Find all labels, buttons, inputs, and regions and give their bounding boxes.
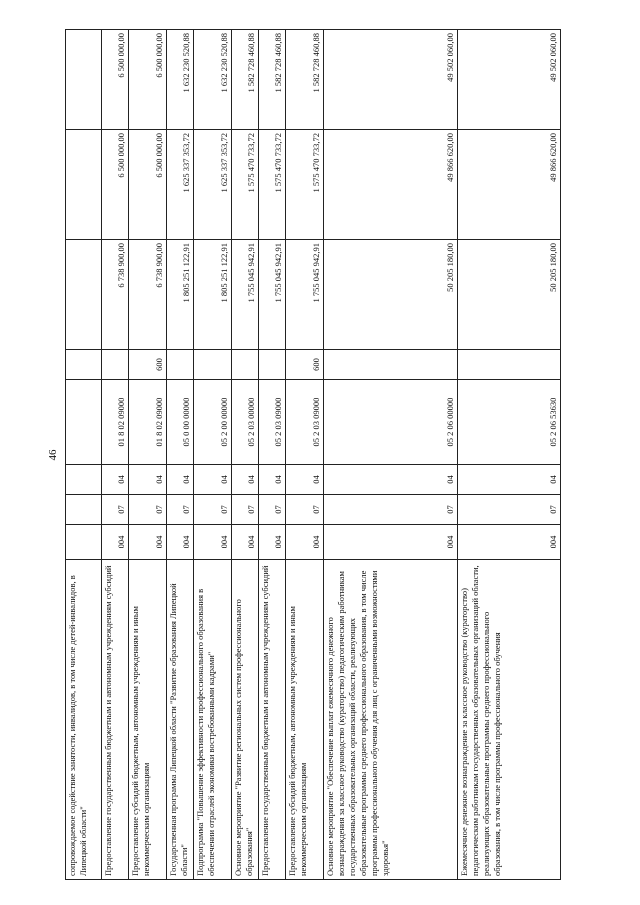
cell-year1: 6 738 900,00 [102, 240, 129, 350]
cell-rz: 07 [458, 495, 561, 525]
cell-csr: 05 2 03 00000 [232, 380, 259, 465]
cell-gr: 004 [286, 525, 324, 560]
cell-year2 [66, 130, 102, 240]
cell-rz: 07 [167, 495, 194, 525]
cell-year1: 1 755 045 942,91 [286, 240, 324, 350]
cell-year3 [66, 30, 102, 130]
cell-csr: 01 8 02 09000 [102, 380, 129, 465]
cell-year2: 49 866 620,00 [324, 130, 458, 240]
cell-year1: 6 738 900,00 [129, 240, 167, 350]
cell-vr [324, 350, 458, 380]
cell-year2: 1 625 337 353,72 [194, 130, 232, 240]
cell-name: Государственная программа Липецкой области "Развитие образования Липецкой области" [167, 560, 194, 880]
cell-gr: 004 [194, 525, 232, 560]
cell-gr: 004 [324, 525, 458, 560]
cell-vr [66, 350, 102, 380]
cell-year3: 6 500 000,00 [129, 30, 167, 130]
table-row [286, 30, 324, 880]
cell-year3: 49 502 060,00 [458, 30, 561, 130]
cell-csr: 05 2 03 09000 [259, 380, 286, 465]
cell-name: Подпрограмма "Повышение эффективности профессионального образования в обеспечении отраслей экономики востребованными кадрами" [194, 560, 232, 880]
table-row [167, 30, 194, 880]
cell-csr: 05 2 03 09000 [286, 380, 324, 465]
table-row [102, 30, 129, 880]
cell-year1: 1 755 045 942,91 [232, 240, 259, 350]
cell-pr: 04 [194, 465, 232, 495]
page-number: 46 [47, 449, 59, 461]
cell-year1: 1 755 045 942,91 [259, 240, 286, 350]
cell-csr [66, 380, 102, 465]
cell-name: Основное мероприятие "Развитие региональных систем профессионального образования" [232, 560, 259, 880]
cell-pr: 04 [129, 465, 167, 495]
cell-gr: 004 [232, 525, 259, 560]
cell-year3: 1 632 230 520,88 [194, 30, 232, 130]
cell-vr: 600 [129, 350, 167, 380]
table-row [66, 30, 102, 880]
cell-csr: 05 2 00 00000 [194, 380, 232, 465]
cell-name: Основное мероприятие "Обеспечение выплат ежемесячного денежного вознаграждения за классное руководство (кураторство) педагогическим работникам государственных образовательных организаций области, реализующих образовательные программы среднего профессионального образования, в том числе программы профессионального обучения для лиц с ограниченными возможностями здоровья" [324, 560, 458, 880]
cell-pr [66, 465, 102, 495]
cell-year1: 50 205 180,00 [324, 240, 458, 350]
table-row [129, 30, 167, 880]
cell-vr [102, 350, 129, 380]
cell-csr: 01 8 02 09000 [129, 380, 167, 465]
cell-year2: 49 866 620,00 [458, 130, 561, 240]
cell-vr [167, 350, 194, 380]
cell-gr: 004 [129, 525, 167, 560]
cell-rz: 07 [324, 495, 458, 525]
cell-year1: 1 805 251 122,91 [194, 240, 232, 350]
cell-year1: 1 805 251 122,91 [167, 240, 194, 350]
cell-csr: 05 2 06 00000 [324, 380, 458, 465]
cell-gr: 004 [102, 525, 129, 560]
cell-name: Предоставление государственным бюджетным и автономным учреждениям субсидий [259, 560, 286, 880]
cell-year2: 1 575 470 733,72 [286, 130, 324, 240]
cell-rz: 07 [259, 495, 286, 525]
cell-name: сопровождаемое содействие занятости, инвалидов, в том числе детей-инвалидов, в Липецкой области" [66, 560, 102, 880]
cell-year2: 1 625 337 353,72 [167, 130, 194, 240]
cell-year3: 1 632 230 520,88 [167, 30, 194, 130]
cell-gr: 004 [259, 525, 286, 560]
cell-year3: 6 500 000,00 [102, 30, 129, 130]
cell-rz: 07 [194, 495, 232, 525]
cell-year2: 1 575 470 733,72 [259, 130, 286, 240]
cell-year2: 6 500 000,00 [129, 130, 167, 240]
cell-year3: 1 582 728 460,88 [232, 30, 259, 130]
cell-pr: 04 [102, 465, 129, 495]
cell-pr: 04 [458, 465, 561, 495]
cell-year3: 1 582 728 460,88 [259, 30, 286, 130]
cell-pr: 04 [259, 465, 286, 495]
cell-year3: 1 582 728 460,88 [286, 30, 324, 130]
table-row [232, 30, 259, 880]
cell-name: Ежемесячное денежное вознаграждение за классное руководство (кураторство) педагогическим работникам государственных образовательных организаций области, реализующих образовательные программы среднего профессионального образования, в том числе программы профессионального обучения [458, 560, 561, 880]
cell-pr: 04 [167, 465, 194, 495]
cell-name: Предоставление государственным бюджетным и автономным учреждениям субсидий [102, 560, 129, 880]
table-row [324, 30, 458, 880]
cell-gr: 004 [167, 525, 194, 560]
cell-year2: 1 575 470 733,72 [232, 130, 259, 240]
cell-rz: 07 [232, 495, 259, 525]
cell-gr: 004 [458, 525, 561, 560]
table-row [194, 30, 232, 880]
cell-vr [232, 350, 259, 380]
cell-vr: 600 [286, 350, 324, 380]
cell-name: Предоставление субсидий бюджетным, автономным учреждениям и иным некоммерческим организациям [286, 560, 324, 880]
cell-csr: 05 2 06 53630 [458, 380, 561, 465]
cell-pr: 04 [232, 465, 259, 495]
cell-year2: 6 500 000,00 [102, 130, 129, 240]
cell-name: Предоставление субсидий бюджетным, автономным учреждениям и иным некоммерческим организациям [129, 560, 167, 880]
cell-year1: 50 205 180,00 [458, 240, 561, 350]
table-row [259, 30, 286, 880]
budget-table-container [65, 30, 590, 880]
cell-csr: 05 0 00 00000 [167, 380, 194, 465]
cell-vr [259, 350, 286, 380]
cell-rz [66, 495, 102, 525]
cell-gr [66, 525, 102, 560]
cell-rz: 07 [129, 495, 167, 525]
budget-table [65, 29, 561, 880]
cell-pr: 04 [324, 465, 458, 495]
cell-year1 [66, 240, 102, 350]
cell-year3: 49 502 060,00 [324, 30, 458, 130]
cell-rz: 07 [102, 495, 129, 525]
cell-rz: 07 [286, 495, 324, 525]
cell-vr [194, 350, 232, 380]
cell-pr: 04 [286, 465, 324, 495]
cell-vr [458, 350, 561, 380]
table-row [458, 30, 561, 880]
